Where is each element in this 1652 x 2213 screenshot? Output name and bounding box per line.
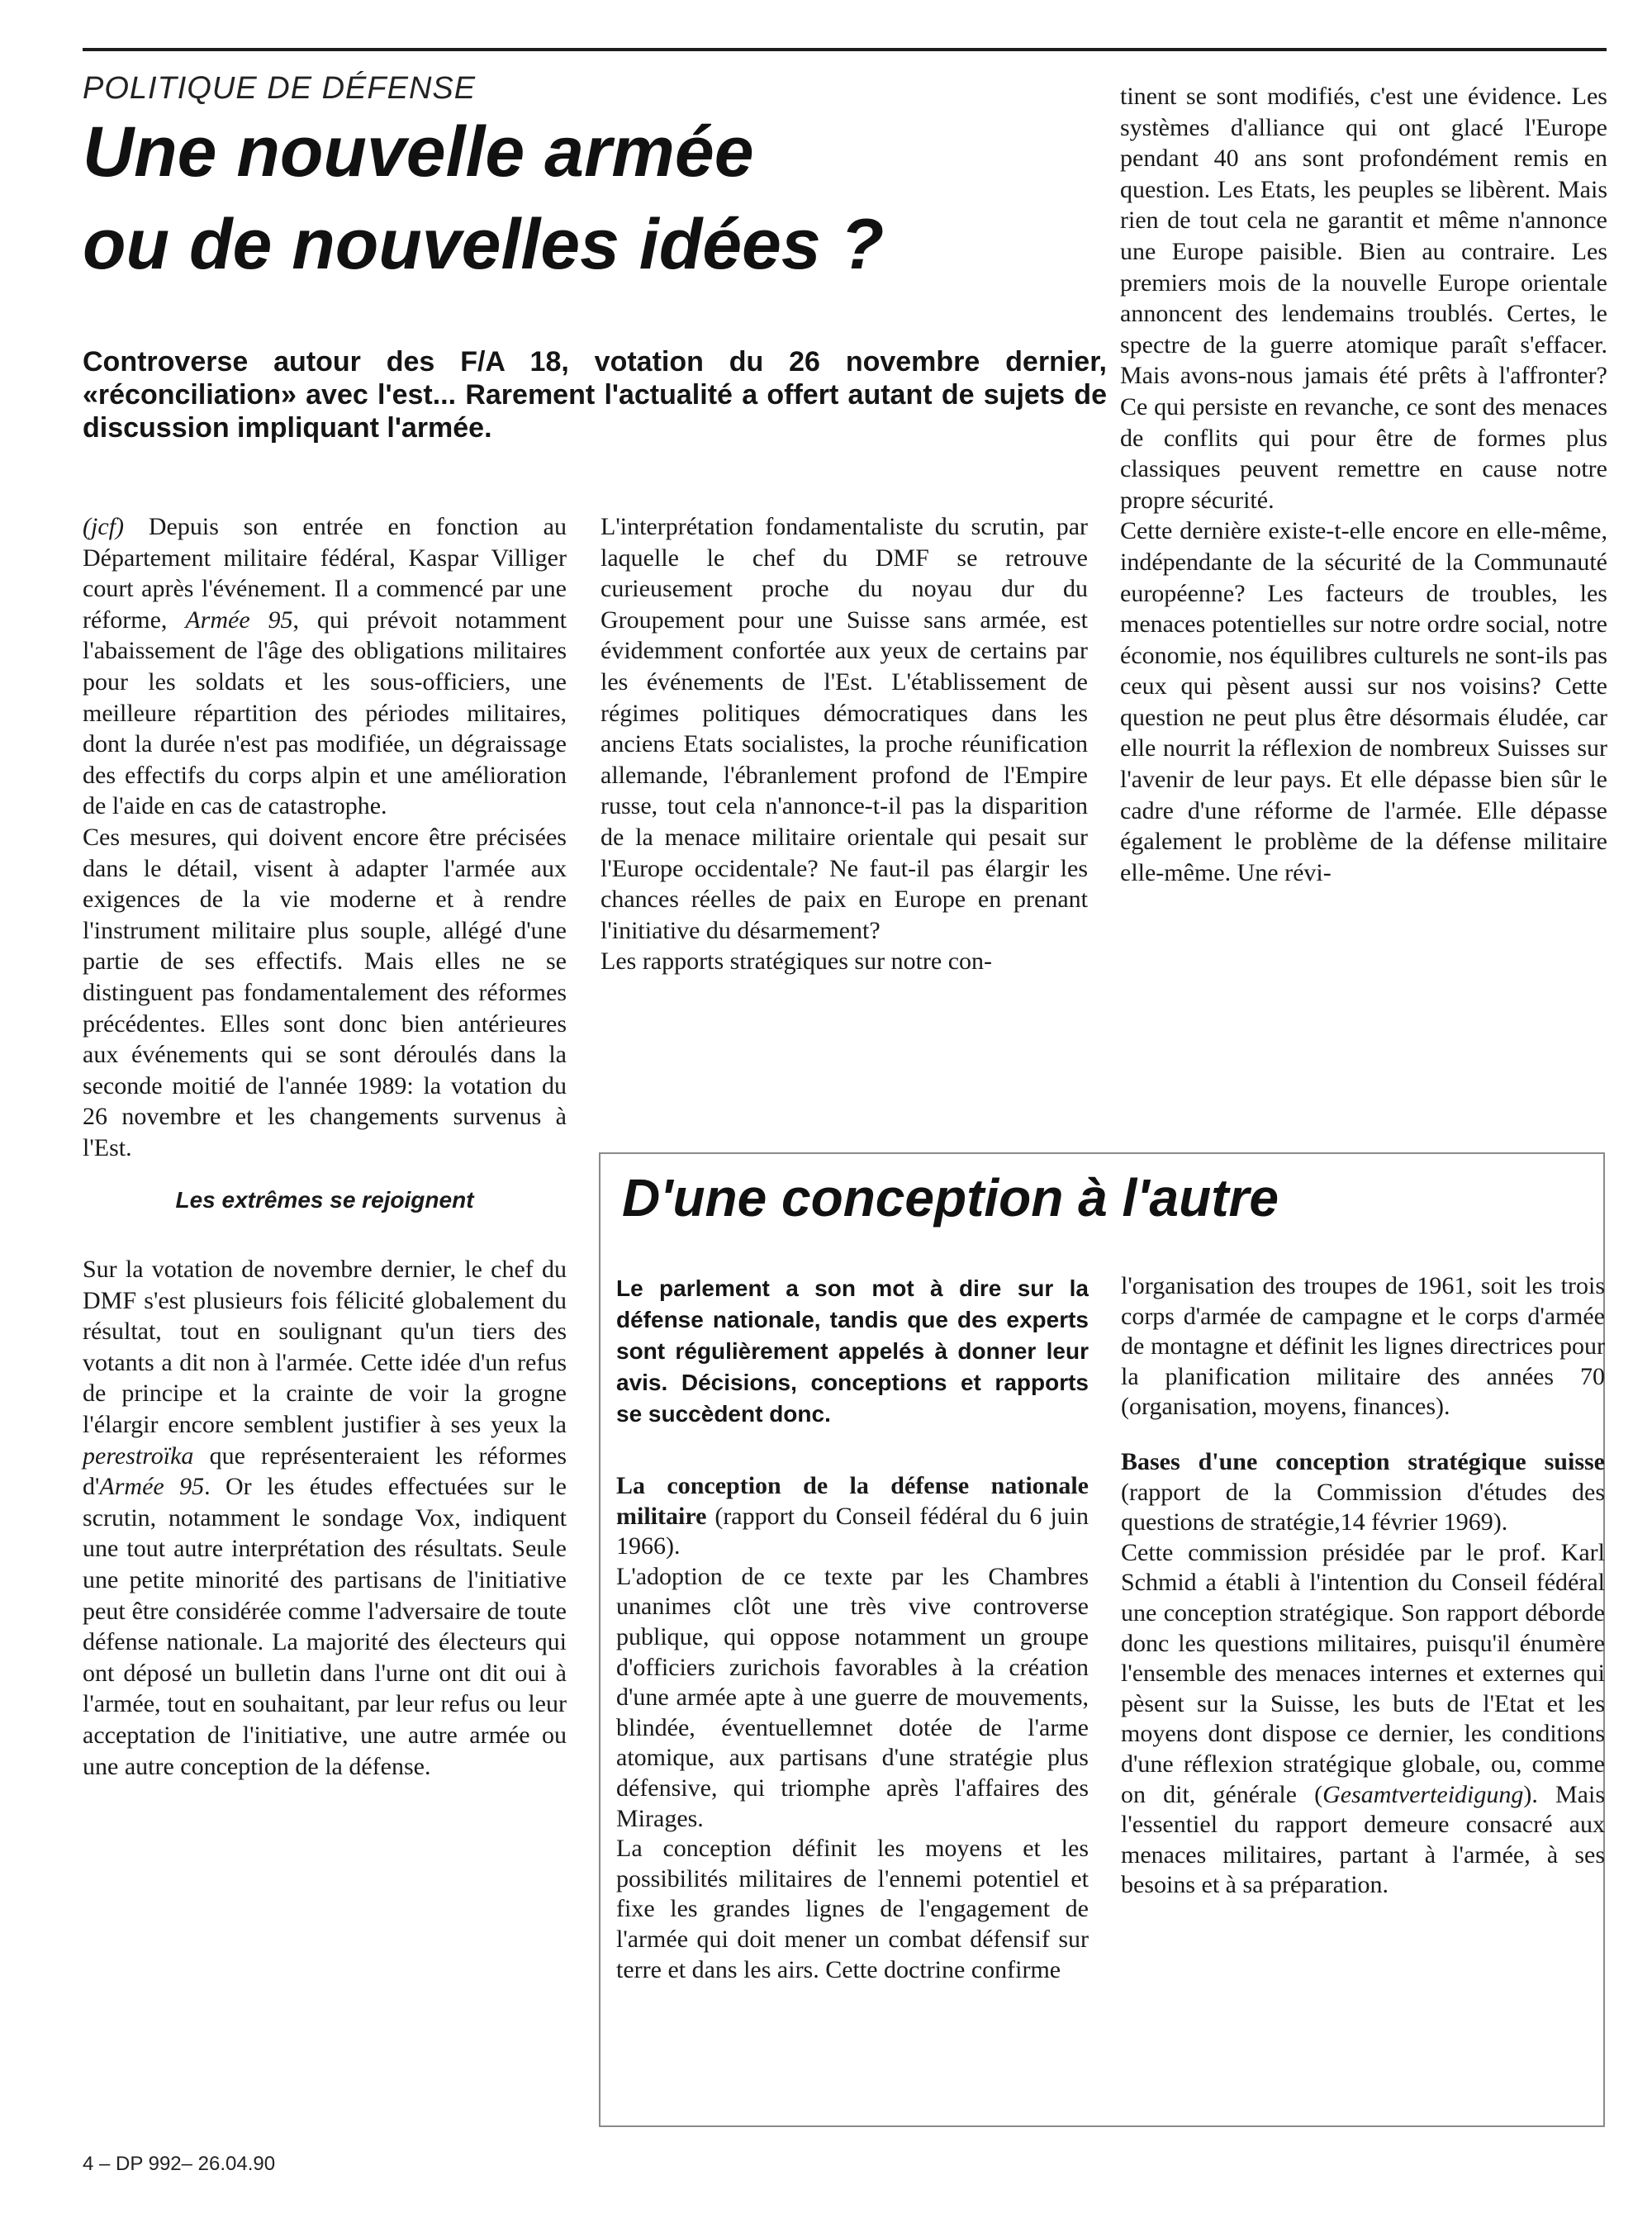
- report-2-paragraph: Cette commission présidée par le prof. Karl Schmid a établi à l'intention du Conseil fédéral une conception stratégique. Son rapport déborde donc les questions militaires, puisqu'il énumère l'ensemble des menaces internes et externes qui pèsent sur la Suisse, les buts de l'Etat et les moyens dont dispose ce dernier, les conditions d'une réflexion stratégique globale, ou, comme on dit, générale (Gesamtverteidigung). Mais l'essentiel du rapport demeure consacré aux menaces militaires, partant à l'armée, à ses besoins et à sa préparation.: [1121, 1538, 1605, 1899]
- report-1: La conception de la défense nationale militaire (rapport du Conseil fédéral du 6 juin 1966).: [616, 1472, 1089, 1560]
- headline: [83, 106, 1099, 291]
- article-column-3: [1120, 81, 1607, 888]
- article-lead: Controverse autour des F/A 18, votation du 26 novembre dernier, «réconciliation» avec l'est... Rarement l'actualité a offert autant de sujets de discussion impliquant l'armée.: [83, 346, 1107, 444]
- headline-line-1: Une nouvelle armée: [83, 112, 754, 192]
- box-lead: Le parlement a son mot à dire sur la défense nationale, tandis que des experts sont régulièrement appelés à donner leur avis. Décisions, conceptions et rapports se succèdent donc.: [616, 1275, 1089, 1427]
- paragraph-5-continued: tinent se sont modifiés, c'est une évidence. Les systèmes d'alliance qui ont glacé l'Europe pendant 40 ans sont profondément remis en question. Les Etats, les peuples se libèrent. Mais rien de tout cela ne garantit et même n'annonce une Europe paisible. Bien au contraire. Les premiers mois de la nouvelle Europe orientale annoncent des lendemains troublés. Certes, le spectre de la guerre atomique paraît s'effacer. Mais avons-nous jamais été prêts à l'affronter? Ce qui persiste en revanche, ce sont des menaces de conflits qui pour être de formes plus classiques peuvent remettre en cause notre propre sécurité.: [1120, 83, 1607, 514]
- box-title: D'une conception à l'autre: [622, 1168, 1279, 1228]
- box-column-1: [616, 1471, 1089, 1985]
- report-1-paragraph-2-continued: l'organisation des troupes de 1961, soit les trois corps d'armée de campagne et le corps d'armée de montagne et définit les lignes directrices pour la planification militaire des années 70 (organisation, moyens, finances).: [1121, 1272, 1605, 1421]
- paragraph-5-start: Les rapports stratégiques sur notre con-: [601, 947, 993, 976]
- paragraph-4: L'interprétation fondamentaliste du scrutin, par laquelle le chef du DMF se retrouve curieusement proche du noyau dur du Groupement pour une Suisse sans armée, est évidemment confortée aux yeux de certains par les événements de l'Est. L'établissement de régimes politiques démocratiques dans les anciens Etats socialistes, la proche réunification allemande, l'ébranlement profond de l'Empire russe, tout cela n'annonce-t-il pas la disparition de la menace militaire orientale qui pesait sur l'Europe occidentale? Ne faut-il pas élargir les chances réelles de paix en Europe en prenant l'initiative du désarmement?: [601, 513, 1088, 944]
- report-2-title: Bases d'une conception stratégique suisse: [1121, 1447, 1605, 1475]
- kicker: POLITIQUE DE DÉFENSE: [83, 71, 477, 106]
- paragraph-3: Sur la votation de novembre dernier, le chef du DMF s'est plusieurs fois félicité globalement du résultat, tout en soulignant qu'un tiers des votants a dit non à l'armée. Cette idée d'un refus de principe et la crainte de voir la grogne l'élargir encore semblent justifier à ses yeux la perestroïka que représenteraient les réformes d'Armée 95. Or les études effectuées sur le scrutin, notamment le sondage Vox, indiquent une tout autre interprétation des résultats. Seule une petite minorité des partisans de l'initiative peut être considérée comme l'adversaire de toute défense nationale. La majorité des électeurs qui ont déposé un bulletin dans l'urne ont dit oui à l'armée, tout en souhaitant, par leur refus ou leur acceptation de l'initiative, une autre armée ou une autre conception de la défense.: [83, 1256, 567, 1780]
- top-rule: [83, 48, 1607, 51]
- article-column-2: [601, 511, 1088, 977]
- paragraph-1: (jcf) Depuis son entrée en fonction au Département militaire fédéral, Kaspar Villiger court après l'événement. Il a commencé par une réforme, Armée 95, qui prévoit notamment l'abaissement de l'âge des obligations militaires pour les soldats et les sous-officiers, une meilleure répartition des périodes militaires, dont la durée n'est pas modifiée, un dégraissage des effectifs du corps alpin et une amélioration de l'aide en cas de catastrophe.: [83, 513, 567, 820]
- report-2: Bases d'une conception stratégique suisse (rapport de la Commission d'études des questions de stratégie,14 février 1969).: [1121, 1447, 1605, 1536]
- article-column-1: [83, 511, 567, 1782]
- page-footer: 4 – DP 992– 26.04.90: [83, 2153, 276, 2175]
- author-initials: (jcf): [83, 513, 124, 540]
- report-1-title: La conception de la défense nationale militaire: [616, 1472, 1089, 1530]
- report-1-paragraph-1: L'adoption de ce texte par les Chambres unanimes clôt une très vive controverse publique, qui oppose notamment un groupe d'officiers zurichois favorables à la création d'une armée apte à une guerre de mouvements, blindée, éventuellemnet dotée de l'arme atomique, aux partisans d'une stratégie plus défensive, qui triomphe après l'affaires des Mirages.: [616, 1562, 1089, 1832]
- subheading: Les extrêmes se rejoignent: [175, 1187, 474, 1213]
- report-1-paragraph-2: La conception définit les moyens et les possibilités militaires de l'ennemi potentiel et fixe les grandes lignes de l'engagement de l'armée qui doit mener un combat défensif sur terre et dans les airs. Cette doctrine confirme: [616, 1835, 1089, 1983]
- headline-line-2: ou de nouvelles idées ?: [83, 205, 885, 284]
- paragraph-2: Ces mesures, qui doivent encore être précisées dans le détail, visent à adapter l'armée aux exigences de la vie moderne et à rendre l'instrument militaire plus souple, allégé d'une partie de ses effectifs. Mais elles ne se distinguent pas fondamentalement des réformes précédentes. Elles sont donc bien antérieures aux événements qui se sont déroulés dans la seconde moitié de l'année 1989: la votation du 26 novembre et les changements survenus à l'Est.: [83, 823, 567, 1161]
- box-column-2: [1121, 1271, 1605, 1901]
- paragraph-6: Cette dernière existe-t-elle encore en elle-même, indépendante de la sécurité de la Communauté européenne? Les facteurs de troubles, les menaces potentielles sur notre ordre social, notre économie, nos équilibres culturels ne sont-ils pas ceux qui pèsent aussi sur nos voisins? Cette question ne peut plus être désormais éludée, car elle nourrit la réflexion de nombreux Suisses sur l'avenir de leur pays. Et elle dépasse bien sûr le cadre d'une réforme de l'armée. Elle dépasse également le problème de la défense militaire elle-même. Une révi-: [1120, 517, 1607, 886]
